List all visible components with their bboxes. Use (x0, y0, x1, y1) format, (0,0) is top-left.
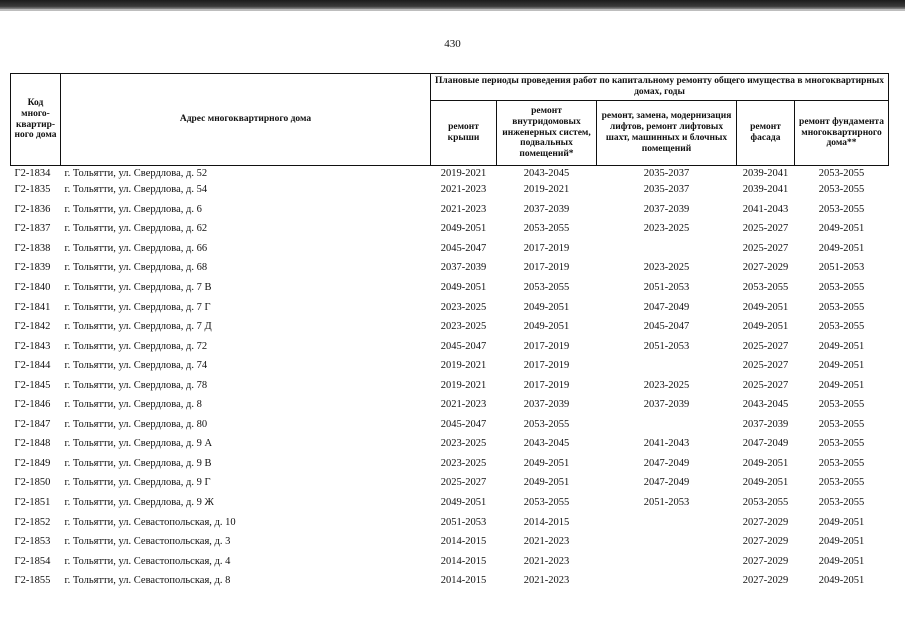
cell-facade: 2041-2043 (742, 203, 789, 215)
cell-lifts: 2037-2039 (643, 399, 690, 411)
header-periods-title: Плановые периоды проведения работ по капитальному ремонту общего имущества в многоквартирных домах, годы (431, 74, 889, 101)
cell-facade: 2049-2051 (742, 321, 789, 333)
cell-systems: 2053-2055 (523, 282, 570, 293)
capital-repair-schedule-table (10, 73, 889, 590)
cell-lifts: 2047-2049 (643, 477, 690, 489)
scan-edge-shadow (0, 9, 905, 11)
cell-facade: 2049-2051 (742, 477, 789, 489)
cell-foundation: 2053-2055 (818, 438, 865, 450)
cell-code: Г2-1834 (14, 167, 51, 179)
cell-foundation: 2053-2055 (818, 184, 865, 196)
cell-code: Г2-1847 (14, 418, 51, 430)
cell-systems: 2049-2051 (523, 321, 570, 333)
cell-systems: 2049-2051 (523, 477, 570, 489)
cell-systems: 2053-2055 (523, 497, 570, 509)
cell-address: г. Тольятти, ул. Свердлова, д. 72 (64, 340, 208, 352)
table-row (11, 180, 889, 200)
table-row (11, 551, 889, 571)
cell-foundation: 2049-2051 (818, 340, 865, 352)
cell-foundation: 2053-2055 (818, 477, 865, 489)
cell-facade: 2027-2029 (742, 536, 789, 548)
cell-facade: 2037-2039 (742, 418, 789, 430)
cell-systems: 2053-2055 (523, 223, 570, 235)
cell-lifts (597, 512, 737, 532)
table-row (11, 434, 889, 454)
cell-roof: 2014-2015 (440, 536, 487, 548)
table-row (11, 512, 889, 532)
cell-address: г. Тольятти, ул. Свердлова, д. 7 Г (64, 301, 211, 313)
cell-roof: 2051-2053 (440, 516, 487, 528)
cell-facade: 2027-2029 (742, 555, 789, 567)
table-row (11, 571, 889, 591)
cell-lifts (597, 532, 737, 552)
table-row (11, 317, 889, 337)
cell-roof: 2049-2051 (440, 282, 487, 293)
table-row (11, 297, 889, 317)
cell-roof: 2014-2015 (440, 575, 487, 587)
cell-systems: 2053-2055 (523, 418, 570, 430)
header-lifts: ремонт, замена, модернизация лифтов, ремонт лифтовых шахт, машинных и блочных помещений (597, 101, 737, 166)
cell-address: г. Тольятти, ул. Свердлова, д. 54 (64, 184, 208, 196)
table-row (11, 278, 889, 298)
cell-foundation: 2049-2051 (818, 379, 865, 391)
cell-address: г. Тольятти, ул. Свердлова, д. 9 В (64, 457, 212, 469)
cell-facade: 2025-2027 (742, 379, 789, 391)
cell-foundation: 2051-2053 (818, 262, 865, 274)
cell-lifts: 2037-2039 (643, 203, 690, 215)
cell-lifts: 2047-2049 (643, 457, 690, 469)
cell-foundation: 2053-2055 (818, 457, 865, 469)
cell-lifts: 2023-2025 (643, 223, 690, 235)
cell-facade: 2025-2027 (742, 360, 789, 372)
table-row (11, 415, 889, 435)
cell-address: г. Тольятти, ул. Свердлова, д. 62 (64, 223, 208, 235)
cell-lifts: 2051-2053 (643, 282, 690, 293)
cell-address: г. Тольятти, ул. Свердлова, д. 74 (64, 360, 208, 372)
cell-facade: 2027-2029 (742, 575, 789, 587)
cell-foundation: 2053-2055 (818, 203, 865, 215)
cell-roof: 2045-2047 (440, 418, 487, 430)
cell-lifts (597, 356, 737, 376)
cell-lifts (597, 415, 737, 435)
cell-address: г. Тольятти, ул. Свердлова, д. 80 (64, 418, 208, 430)
cell-code: Г2-1853 (14, 536, 51, 548)
cell-code: Г2-1839 (14, 262, 51, 274)
scan-edge-bar (0, 0, 905, 9)
cell-address: г. Тольятти, ул. Свердлова, д. 78 (64, 379, 208, 391)
cell-facade: 2025-2027 (742, 223, 789, 235)
cell-facade: 2049-2051 (742, 301, 789, 313)
cell-systems: 2021-2023 (523, 536, 570, 548)
cell-code: Г2-1843 (14, 340, 51, 352)
cell-address: г. Тольятти, ул. Свердлова, д. 9 А (64, 438, 213, 450)
cell-roof: 2049-2051 (440, 223, 487, 235)
cell-address: г. Тольятти, ул. Севастопольская, д. 4 (64, 555, 231, 567)
cell-foundation: 2053-2055 (818, 497, 865, 509)
cell-systems: 2043-2045 (523, 167, 570, 179)
cell-systems: 2049-2051 (523, 301, 570, 313)
cell-facade: 2027-2029 (742, 262, 789, 274)
table-row (11, 219, 889, 239)
table-row (11, 375, 889, 395)
cell-code: Г2-1840 (14, 282, 51, 293)
cell-systems: 2019-2021 (523, 184, 570, 196)
cell-lifts: 2051-2053 (643, 340, 690, 352)
cell-facade: 2039-2041 (742, 184, 789, 196)
cell-roof: 2021-2023 (440, 184, 487, 196)
cell-roof: 2023-2025 (440, 457, 487, 469)
cell-address: г. Тольятти, ул. Свердлова, д. 6 (64, 203, 202, 215)
cell-facade: 2025-2027 (742, 340, 789, 352)
cell-code: Г2-1855 (14, 575, 51, 587)
cell-foundation: 2049-2051 (818, 575, 865, 587)
cell-lifts (597, 571, 737, 591)
cell-facade: 2039-2041 (742, 167, 789, 179)
cell-roof: 2045-2047 (440, 340, 487, 352)
cell-code: Г2-1850 (14, 477, 51, 489)
cell-systems: 2043-2045 (523, 438, 570, 450)
cell-code: Г2-1836 (14, 203, 51, 215)
cell-foundation: 2049-2051 (818, 360, 865, 372)
cell-systems: 2021-2023 (523, 555, 570, 567)
table-row (11, 356, 889, 376)
cell-roof: 2023-2025 (440, 301, 487, 313)
page-number: 430 (444, 38, 461, 50)
cell-foundation: 2053-2055 (818, 282, 865, 293)
cell-lifts: 2041-2043 (643, 438, 690, 450)
table-row (11, 395, 889, 415)
cell-code: Г2-1849 (14, 457, 51, 469)
cell-systems: 2017-2019 (523, 262, 570, 274)
table-row (11, 532, 889, 552)
cell-address: г. Тольятти, ул. Севастопольская, д. 10 (64, 516, 236, 528)
cell-code: Г2-1844 (14, 360, 51, 372)
cell-lifts: 2035-2037 (643, 184, 690, 196)
cell-facade: 2047-2049 (742, 438, 789, 450)
cell-facade: 2053-2055 (742, 282, 789, 293)
table-row (11, 336, 889, 356)
cell-lifts: 2035-2037 (643, 167, 690, 179)
cell-code: Г2-1837 (14, 223, 51, 235)
header-code: Код много-квартир-ного дома (11, 74, 61, 166)
cell-address: г. Тольятти, ул. Свердлова, д. 66 (64, 242, 208, 254)
table-row (11, 200, 889, 220)
cell-code: Г2-1852 (14, 516, 51, 528)
cell-lifts: 2023-2025 (643, 262, 690, 274)
cell-systems: 2017-2019 (523, 360, 570, 372)
cell-systems: 2049-2051 (523, 457, 570, 469)
cell-systems: 2017-2019 (523, 379, 570, 391)
cell-foundation: 2053-2055 (818, 418, 865, 430)
cell-address: г. Тольятти, ул. Свердлова, д. 9 Г (64, 477, 211, 489)
header-facade: ремонт фасада (737, 101, 795, 166)
cell-systems: 2037-2039 (523, 203, 570, 215)
table-row (11, 166, 889, 181)
cell-lifts: 2047-2049 (643, 301, 690, 313)
cell-roof: 2019-2021 (440, 360, 487, 372)
cell-systems: 2017-2019 (523, 340, 570, 352)
cell-foundation: 2053-2055 (818, 301, 865, 313)
cell-roof: 2037-2039 (440, 262, 487, 274)
cell-roof: 2021-2023 (440, 399, 487, 411)
cell-facade: 2043-2045 (742, 399, 789, 411)
cell-facade: 2027-2029 (742, 516, 789, 528)
cell-foundation: 2049-2051 (818, 516, 865, 528)
cell-facade: 2049-2051 (742, 457, 789, 469)
cell-code: Г2-1835 (14, 184, 51, 196)
header-systems: ремонт внутридомовых инженерных систем, подвальных помещений* (497, 101, 597, 166)
cell-systems: 2021-2023 (523, 575, 570, 587)
cell-lifts: 2045-2047 (643, 321, 690, 333)
cell-address: г. Тольятти, ул. Свердлова, д. 9 Ж (64, 497, 214, 509)
cell-lifts: 2051-2053 (643, 497, 690, 509)
cell-foundation: 2053-2055 (818, 167, 865, 179)
cell-lifts: 2023-2025 (643, 379, 690, 391)
header-address: Адрес многоквартирного дома (61, 74, 431, 166)
cell-roof: 2049-2051 (440, 497, 487, 509)
cell-address: г. Тольятти, ул. Севастопольская, д. 3 (64, 536, 231, 548)
cell-code: Г2-1845 (14, 379, 51, 391)
cell-foundation: 2049-2051 (818, 223, 865, 235)
header-roof: ремонт крыши (431, 101, 497, 166)
cell-roof: 2019-2021 (440, 167, 487, 179)
cell-code: Г2-1838 (14, 242, 51, 254)
cell-foundation: 2053-2055 (818, 321, 865, 333)
cell-roof: 2021-2023 (440, 203, 487, 215)
cell-code: Г2-1854 (14, 555, 51, 567)
cell-roof: 2014-2015 (440, 555, 487, 567)
cell-code: Г2-1841 (14, 301, 51, 313)
cell-address: г. Тольятти, ул. Свердлова, д. 7 В (64, 282, 212, 293)
cell-roof: 2023-2025 (440, 321, 487, 333)
cell-systems: 2014-2015 (523, 516, 570, 528)
cell-foundation: 2053-2055 (818, 399, 865, 411)
cell-systems: 2017-2019 (523, 242, 570, 254)
cell-address: г. Тольятти, ул. Свердлова, д. 7 Д (64, 321, 212, 333)
table-row (11, 258, 889, 278)
cell-address: г. Тольятти, ул. Свердлова, д. 52 (64, 167, 208, 179)
table-row (11, 239, 889, 259)
table-row (11, 473, 889, 493)
cell-code: Г2-1846 (14, 399, 51, 411)
cell-roof: 2023-2025 (440, 438, 487, 450)
cell-roof: 2019-2021 (440, 379, 487, 391)
cell-foundation: 2049-2051 (818, 242, 865, 254)
cell-code: Г2-1842 (14, 321, 51, 333)
cell-roof: 2025-2027 (440, 477, 487, 489)
cell-address: г. Тольятти, ул. Свердлова, д. 8 (64, 399, 202, 411)
cell-systems: 2037-2039 (523, 399, 570, 411)
cell-foundation: 2049-2051 (818, 536, 865, 548)
cell-address: г. Тольятти, ул. Севастопольская, д. 8 (64, 575, 231, 587)
cell-lifts (597, 239, 737, 259)
cell-roof: 2045-2047 (440, 242, 487, 254)
cell-foundation: 2049-2051 (818, 555, 865, 567)
cell-code: Г2-1851 (14, 497, 51, 509)
cell-facade: 2053-2055 (742, 497, 789, 509)
cell-facade: 2025-2027 (742, 242, 789, 254)
table-row (11, 493, 889, 513)
header-foundation: ремонт фундамента многоквартирного дома** (795, 101, 889, 166)
cell-code: Г2-1848 (14, 438, 51, 450)
cell-lifts (597, 551, 737, 571)
cell-address: г. Тольятти, ул. Свердлова, д. 68 (64, 262, 208, 274)
table-row (11, 454, 889, 474)
